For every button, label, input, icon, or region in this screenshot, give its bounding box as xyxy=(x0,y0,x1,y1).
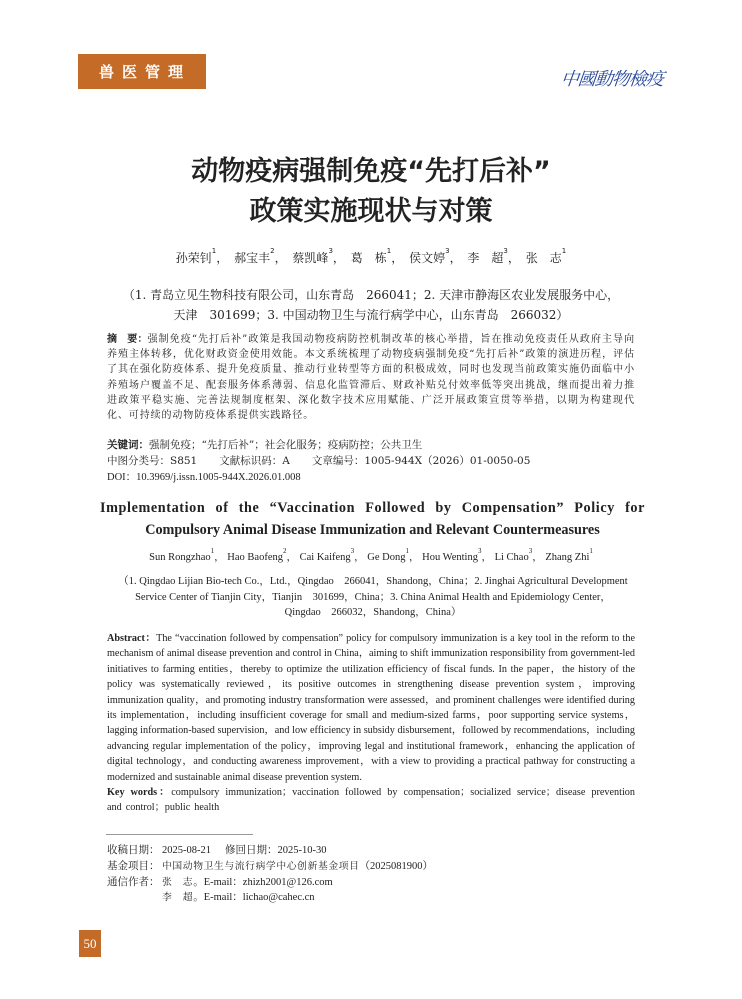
journal-logo-text: 中國動物檢疫 xyxy=(559,69,664,90)
affiliations-en xyxy=(104,574,642,621)
author-separator: ， xyxy=(507,251,520,265)
author-name: Hao Baofeng xyxy=(227,552,283,563)
keywords-en-label: Key words： xyxy=(107,787,172,798)
author-separator: ， xyxy=(449,251,462,265)
authors-en xyxy=(0,549,742,564)
dates-values xyxy=(162,843,327,859)
author-name: 葛 栋 xyxy=(350,251,387,265)
author-en xyxy=(422,547,492,563)
classification-line xyxy=(107,454,635,470)
authors-zh xyxy=(0,249,742,266)
abstract-zh-label: 摘 要： xyxy=(107,334,148,345)
fund-label: 基金项目： xyxy=(107,859,160,872)
title-en-line-2: Compulsory Animal Disease Immunization and Relevant Countermeasures xyxy=(145,522,600,538)
author-affiliation-mark: 3 xyxy=(328,247,333,255)
email-link[interactable]: lichao@cahec.cn xyxy=(242,892,315,904)
keywords-zh xyxy=(107,438,635,454)
article-title-zh xyxy=(0,152,742,232)
author-separator: ， xyxy=(481,552,492,563)
author-name: 张 志 xyxy=(525,251,562,265)
footnote-divider xyxy=(106,834,253,835)
author-name: 李 超 xyxy=(467,251,504,265)
author-name: 侯文婷 xyxy=(409,251,446,265)
author-affiliation-mark: 3 xyxy=(503,247,508,255)
author-affiliation-mark: 1 xyxy=(561,247,567,255)
author-affiliation-mark: 3 xyxy=(477,547,482,555)
author-en xyxy=(227,547,297,563)
fund-values xyxy=(162,859,433,875)
author-en xyxy=(299,547,365,563)
article-no-label: 文章编号： xyxy=(311,455,365,467)
abstract-zh xyxy=(107,332,635,423)
author-name: Hou Wenting xyxy=(422,552,478,563)
doc-code-label: 文献标识码： xyxy=(219,455,283,467)
author-zh xyxy=(525,247,567,265)
doc-code-value: A xyxy=(282,455,290,467)
author-zh xyxy=(292,247,345,265)
author-affiliation-mark: 3 xyxy=(528,547,533,555)
doi-label: DOI： xyxy=(107,472,137,483)
revised-value: 2025-10-30 xyxy=(277,845,327,856)
abstract-en xyxy=(107,631,635,785)
corresponding-author-1 xyxy=(162,875,333,891)
author-separator: ， xyxy=(408,552,420,563)
author-separator: ， xyxy=(332,251,345,265)
corresponding-row xyxy=(107,890,627,906)
section-label: 兽医管理 xyxy=(98,63,191,81)
author-affiliation-mark: 3 xyxy=(350,547,355,555)
article-title-en xyxy=(100,497,645,541)
spacer xyxy=(107,890,162,906)
author-separator: ， xyxy=(216,251,229,265)
author-zh xyxy=(467,247,520,265)
fund-code: （2025081900） xyxy=(359,860,434,872)
author-name: 孙荣钊 xyxy=(175,251,212,265)
author-affiliation-mark: 1 xyxy=(211,247,217,255)
author-name: Sun Rongzhao xyxy=(149,552,211,563)
author-affiliation-mark: 2 xyxy=(270,247,275,255)
keywords-zh-label: 关键词： xyxy=(107,439,149,451)
title-en-line-1: Implementation of the “Vaccination Followed by Compensation” Policy for xyxy=(100,500,645,516)
author-name: Li Chao xyxy=(494,552,529,563)
page-number-text: 50 xyxy=(83,935,97,951)
received-value: 2025-08-21 xyxy=(162,845,211,856)
author-affiliation-mark: 1 xyxy=(386,247,392,255)
title-zh-line-2: 政策实施现状与对策 xyxy=(249,196,493,227)
corresponding-name: 李 超 xyxy=(162,892,194,904)
author-zh xyxy=(175,247,229,265)
author-separator: ， xyxy=(532,552,543,563)
fund-row xyxy=(107,859,627,875)
author-affiliation-mark: 1 xyxy=(589,547,593,555)
affiliation-en-line-2: Service Center of Tianjin City，Tianjin 301699，China；3. China Animal Health and Epidemiology Center， xyxy=(135,591,611,603)
author-en xyxy=(367,547,420,563)
author-zh xyxy=(350,247,404,265)
doi-line xyxy=(107,470,635,486)
corresponding-label: 通信作者： xyxy=(107,875,160,888)
abstract-en-text: The “vaccination followed by compensation” policy for compulsory immunization is a key tool in the reform to the mechanism of animal disease prevention and control in China，aiming to shift immunization responsibility from government-led initiatives to farming entities，thereby to optimize the utilization efficiency of fiscal funds. In the paper，the history of the policy was systematically reviewed，its positive outcomes in strengthening disease prevention system，improving immunization quality，and promoting industry transformation were assessed，and prominent challenges were identified during its implementation，including insufficient coverage for small and medium-sized farms，poor supporting service systems，lagging information-based supervision，and low efficiency in subsidy disbursement，followed by recommendations，including advancing regular implementation of the policy，improving legal and institutional framework，enhancing the application of digital technology，and conducting awareness improvement，with a view to providing a practical pathway for constructing a modernized and sustainable animal disease prevention system. xyxy=(107,633,635,783)
author-separator: ， xyxy=(391,251,404,265)
abstract-en-label: Abstract： xyxy=(107,633,157,644)
author-separator: ， xyxy=(286,552,297,563)
author-name: Ge Dong xyxy=(367,552,406,563)
affiliation-en-line-3: Qingdao 266032，Shandong，China） xyxy=(284,607,462,618)
clc-label: 中图分类号： xyxy=(107,455,170,467)
affiliation-zh-line-1: （1. 青岛立见生物科技有限公司，山东青岛 266041；2. 天津市静海区农业发展服务中心， xyxy=(122,288,620,302)
author-name: 蔡凯峰 xyxy=(292,251,329,265)
dates-row xyxy=(107,843,627,859)
revised-label: 修回日期： xyxy=(225,844,278,856)
affiliations-zh xyxy=(110,285,632,325)
author-en xyxy=(494,547,543,563)
author-affiliation-mark: 1 xyxy=(210,547,215,555)
author-en xyxy=(149,547,225,563)
email-link[interactable]: zhizh2001@126.com xyxy=(242,876,333,888)
keywords-en xyxy=(107,785,635,816)
title-zh-line-1: 动物疫病强制免疫“先打后补” xyxy=(191,156,551,187)
article-no-value: 1005-944X（2026）01-0050-05 xyxy=(364,455,531,467)
keywords-en-text: compulsory immunization；vaccination followed by compensation；socialized service；disease prevention and control；public health xyxy=(107,787,635,814)
author-separator: ， xyxy=(274,251,287,265)
abstract-zh-text: 强制免疫“先打后补”政策是我国动物疫病防控机制改革的核心举措，旨在推动免疫责任从政府主导向养殖主体转移，优化财政资金使用效能。本文系统梳理了动物疫病强制免疫“先打后补”政策的演进历程，评估了其在强化防疫体系、提升免疫质量、推动行业转型等方面的积极成效，同时也发现当前政策实施仍面临中小养殖场户覆盖不足、配套服务体系薄弱、信息化监管滞后、财政补贴兑付效率低等突出挑战，继而提出着力推进政策平稳实施、完善法规制度框架、深化数字技术应用赋能、广泛开展政策宣贯等举措，以期为构建现代化、可持续的动物防疫体系提供实践路径。 xyxy=(107,334,635,422)
page-number xyxy=(79,930,101,957)
journal-logo xyxy=(554,62,669,94)
author-zh xyxy=(409,247,462,265)
email-label: 。E-mail： xyxy=(193,876,243,888)
fund-value: 中国动物卫生与流行病学中心创新基金项目 xyxy=(162,860,360,872)
section-badge xyxy=(78,54,206,89)
author-name: 郝宝丰 xyxy=(234,251,271,265)
doi-value[interactable]: 10.3969/j.issn.1005-944X.2026.01.008 xyxy=(136,472,301,483)
author-zh xyxy=(234,247,287,265)
corresponding-row xyxy=(107,875,627,891)
email-label: 。E-mail： xyxy=(193,892,243,904)
affiliation-en-line-1: （1. Qingdao Lijian Bio-tech Co.，Ltd.，Qingdao 266041，Shandong，China；2. Jinghai Agricultural Development xyxy=(118,576,628,587)
corresponding-author-2 xyxy=(162,890,315,906)
received-label: 收稿日期： xyxy=(107,844,160,856)
author-name: Cai Kaifeng xyxy=(299,552,351,563)
author-affiliation-mark: 1 xyxy=(405,547,409,555)
corresponding-name: 张 志 xyxy=(162,876,194,888)
author-separator: ， xyxy=(354,552,365,563)
footnotes xyxy=(107,843,627,906)
author-name: Zhang Zhi xyxy=(545,552,590,563)
author-en xyxy=(545,547,593,563)
clc-value: S851 xyxy=(170,455,198,467)
author-affiliation-mark: 2 xyxy=(283,547,287,555)
keywords-zh-text: 强制免疫；“先打后补”；社会化服务；疫病防控；公共卫生 xyxy=(149,439,423,451)
author-affiliation-mark: 3 xyxy=(445,247,450,255)
affiliation-zh-line-2: 天津 301699；3. 中国动物卫生与流行病学中心，山东青岛 266032） xyxy=(173,308,569,322)
author-separator: ， xyxy=(214,552,225,563)
